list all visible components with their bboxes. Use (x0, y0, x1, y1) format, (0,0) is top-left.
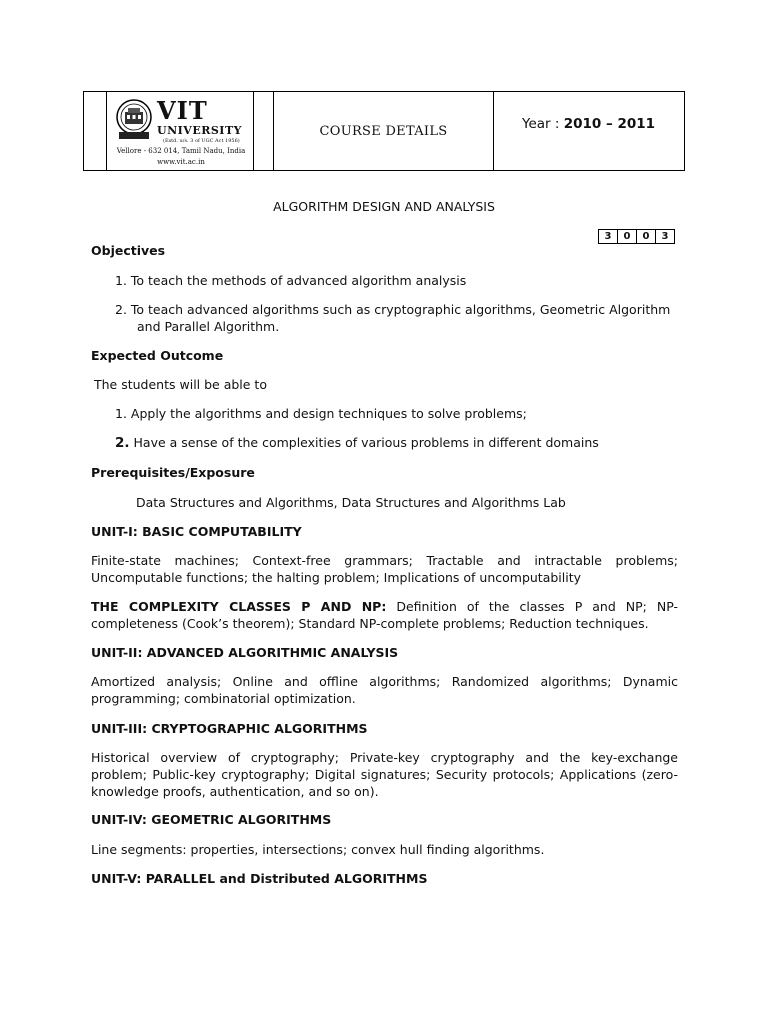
logo-subtitle: UNIVERSITY (157, 124, 242, 137)
unit1-text: Finite-state machines; Context-free grammars; Tractable and intractable problems; Uncomputable functions; the halting problem; Implications of uncomputability (91, 553, 678, 585)
objective-item: 1. To teach the methods of advanced algorithm analysis (115, 273, 467, 288)
logo-estd: (Estd. u/s. 3 of UGC Act 1956) (163, 138, 240, 144)
credit-total: 3 (661, 231, 669, 242)
year-value: 2010 – 2011 (563, 116, 656, 132)
unit5-heading: UNIT-V: PARALLEL and Distributed ALGORITHMS (91, 871, 428, 886)
course-details-cell (274, 92, 494, 170)
objectives-heading: Objectives (91, 243, 166, 258)
credit-practical: 0 (637, 230, 656, 243)
unit1-subsection (91, 598, 678, 632)
unit4-text: Line segments: properties, intersections; convex hull finding algorithms. (91, 842, 545, 857)
outcome-item: 1. Apply the algorithms and design techniques to solve problems; (115, 406, 527, 421)
outcome-item-text: Have a sense of the complexities of various problems in different domains (129, 435, 599, 450)
complexity-text: Definition of the classes P and NP; NP-completeness (Cook’s theorem); Standard NP-complete problems; Reduction techniques. (91, 599, 678, 631)
academic-year (522, 116, 655, 132)
objective-item: 2. To teach advanced algorithms such as cryptographic algorithms, Geometric Algorithm (115, 302, 671, 317)
credit-tutorial: 0 (618, 230, 637, 243)
outcome-item-number: 2. (115, 435, 130, 451)
outcome-item (115, 434, 675, 452)
unit2-text: Amortized analysis; Online and offline algorithms; Randomized algorithms; Dynamic programming; combinatorial optimization. (91, 674, 678, 706)
logo-address: Vellore - 632 014, Tamil Nadu, India (116, 147, 246, 155)
objective-item-continuation: and Parallel Algorithm. (137, 319, 280, 334)
year-cell (494, 92, 684, 170)
outcome-intro: The students will be able to (94, 377, 267, 392)
logo-name: VIT (157, 96, 208, 125)
unit3-heading: UNIT-III: CRYPTOGRAPHIC ALGORITHMS (91, 721, 368, 736)
unit2-heading: UNIT-II: ADVANCED ALGORITHMIC ANALYSIS (91, 645, 399, 660)
unit1-heading: UNIT-I: BASIC COMPUTABILITY (91, 524, 302, 539)
credit-lecture: 3 (599, 230, 618, 243)
course-details-label: COURSE DETAILS (319, 123, 448, 139)
logo-website: www.vit.ac.in (157, 158, 205, 166)
prerequisites-text: Data Structures and Algorithms, Data Structures and Algorithms Lab (136, 495, 566, 510)
outcome-heading: Expected Outcome (91, 348, 224, 363)
logo-cell (84, 92, 274, 170)
complexity-heading: THE COMPLEXITY CLASSES P AND NP: (91, 599, 387, 614)
university-crest-icon (115, 98, 153, 140)
unit4-heading: UNIT-IV: GEOMETRIC ALGORITHMS (91, 812, 332, 827)
prerequisites-heading: Prerequisites/Exposure (91, 465, 255, 480)
course-title: ALGORITHM DESIGN AND ANALYSIS (273, 199, 495, 214)
course-header-table (83, 91, 685, 171)
university-logo (106, 92, 254, 170)
year-label: Year : (522, 116, 564, 132)
unit3-text: Historical overview of cryptography; Private-key cryptography and the key-exchange problem; Public-key cryptography; Digital signatures; Security protocols; Applications (zero-knowledge proofs, authentication, and so on). (91, 750, 678, 799)
